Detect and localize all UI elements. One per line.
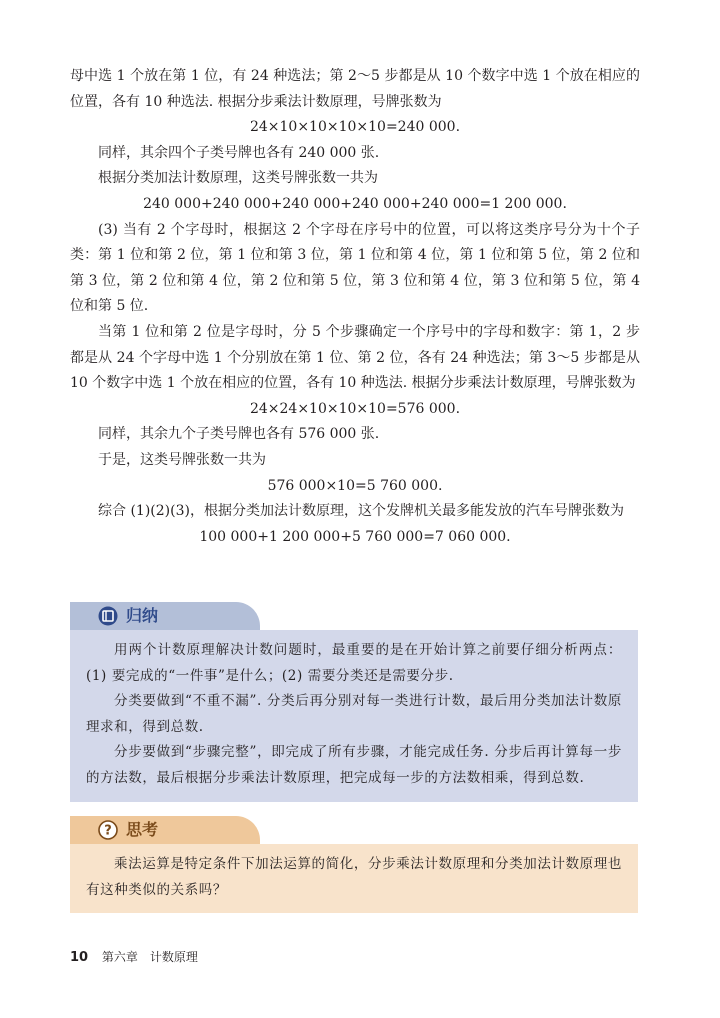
- summary-paragraph-2: 分类要做到“不重不漏”. 分类后再分别对每一类进行计数，最后用分类加法计数原理求和，得到总数.: [86, 693, 622, 735]
- summary-body: [70, 630, 638, 802]
- main-text: [70, 64, 640, 550]
- formula-5: 100 000+1 200 000+5 760 000=7 060 000.: [199, 528, 511, 545]
- page-number: 10: [70, 950, 89, 965]
- think-tab: [70, 816, 638, 844]
- paragraph-4: (3) 当有 2 个字母时，根据这 2 个字母在序号中的位置，可以将这类序号分为十个子类：第 1 位和第 2 位，第 1 位和第 3 位，第 1 位和第 4 位，第 1 位和第 5 位，第 2 位和第 3 位，第 2 位和第 4 位，第 2 位和第 5 位，第 3 位和第 4 位，第 3 位和第 5 位，第 4 位和第 5 位.: [70, 221, 640, 315]
- question-icon: [98, 820, 118, 840]
- summary-title: 归纳: [126, 606, 159, 625]
- paragraph-2: 同样，其余四个子类号牌也各有 240 000 张.: [98, 144, 380, 161]
- book-icon: [98, 606, 118, 626]
- summary-tab: [70, 602, 638, 630]
- paragraph-7: 于是，这类号牌张数一共为: [98, 451, 266, 468]
- formula-1: 24×10×10×10×10=240 000.: [249, 119, 461, 136]
- paragraph-1: 母中选 1 个放在第 1 位，有 24 种选法；第 2～5 步都是从 10 个数字中选 1 个放在相应的位置，各有 10 种选法. 根据分步乘法计数原理，号牌张数为: [70, 68, 640, 110]
- think-box: [70, 816, 638, 913]
- summary-box: [70, 602, 638, 802]
- think-title: 思考: [126, 820, 159, 839]
- chapter-title: 第六章 计数原理: [101, 950, 198, 964]
- page-footer: [70, 948, 198, 967]
- paragraph-3: 根据分类加法计数原理，这类号牌张数一共为: [98, 170, 378, 187]
- formula-4: 576 000×10=5 760 000.: [267, 477, 443, 494]
- svg-text:?: ?: [104, 823, 112, 839]
- paragraph-5: 当第 1 位和第 2 位是字母时，分 5 个步骤确定一个序号中的字母和数字：第 1，2 步都是从 24 个字母中选 1 个分别放在第 1 位、第 2 位，各有 24 种选法；第 3～5 步都是从 10 个数字中选 1 个放在相应的位置，各有 10 种选法. 根据分步乘法计数原理，号牌张数为: [70, 323, 640, 392]
- summary-paragraph-3: 分步要做到“步骤完整”，即完成了所有步骤，才能完成任务. 分步后再计算每一步的方法数，最后根据分步乘法计数原理，把完成每一步的方法数相乘，得到总数.: [86, 744, 622, 786]
- summary-paragraph-1: 用两个计数原理解决计数问题时，最重要的是在开始计算之前要仔细分析两点：(1) 要完成的“一件事”是什么；(2) 需要分类还是需要分步.: [86, 642, 622, 684]
- paragraph-8: 综合 (1)(2)(3)，根据分类加法计数原理，这个发牌机关最多能发放的汽车号牌张数为: [98, 503, 624, 520]
- paragraph-6: 同样，其余九个子类号牌也各有 576 000 张.: [98, 426, 380, 443]
- formula-3: 24×24×10×10×10=576 000.: [249, 400, 461, 417]
- think-body: [70, 844, 638, 913]
- think-paragraph-1: 乘法运算是特定条件下加法运算的简化，分步乘法计数原理和分类加法计数原理也有这种类似的关系吗？: [86, 856, 622, 898]
- formula-2: 240 000+240 000+240 000+240 000+240 000=1 200 000.: [143, 195, 567, 212]
